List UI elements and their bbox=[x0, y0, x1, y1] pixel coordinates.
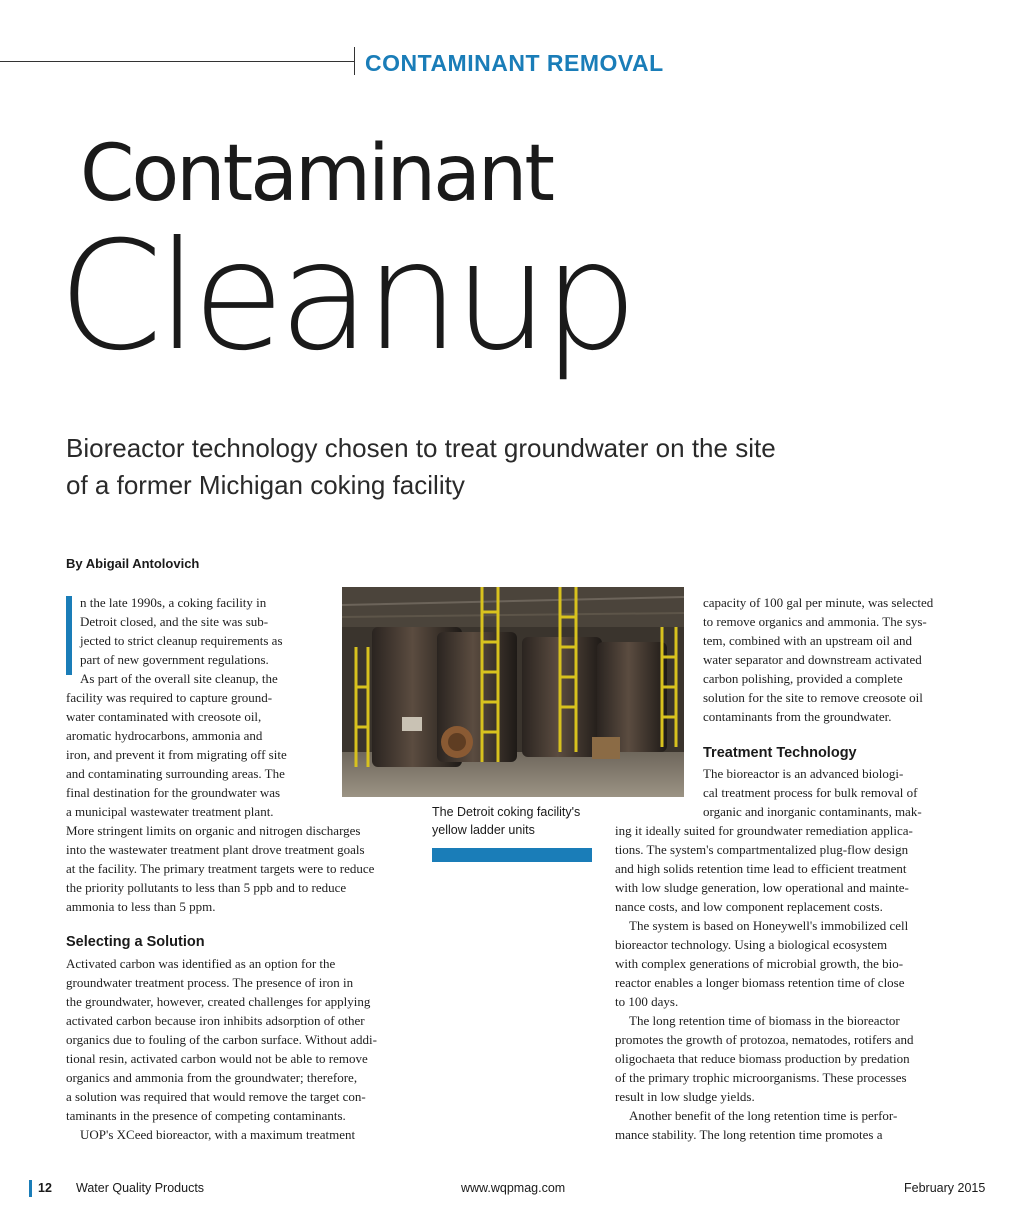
section-heading-treatment: Treatment Technology bbox=[703, 745, 857, 761]
byline: By Abigail Antolovich bbox=[66, 556, 200, 571]
body-line: organic and inorganic contaminants, mak- bbox=[703, 804, 922, 819]
body-line: to 100 days. bbox=[615, 994, 679, 1009]
article-title-line1: Contaminant bbox=[80, 129, 552, 219]
body-line: organics due to fouling of the carbon surface. Without addi- bbox=[66, 1032, 377, 1047]
body-line: the priority pollutants to less than 5 ppb and to reduce bbox=[66, 880, 347, 895]
body-line: jected to strict cleanup requirements as bbox=[80, 633, 283, 648]
body-line: final destination for the groundwater was bbox=[66, 785, 281, 800]
drop-cap-bar bbox=[66, 596, 72, 675]
body-line: reactor enables a longer biomass retention time of close bbox=[615, 975, 905, 990]
body-line: water contaminated with creosote oil, bbox=[66, 709, 262, 724]
body-line: activated carbon because iron inhibits adsorption of other bbox=[66, 1013, 365, 1028]
body-line: iron, and prevent it from migrating off site bbox=[66, 747, 287, 762]
body-line: The system is based on Honeywell's immobilized cell bbox=[629, 918, 909, 933]
body-line: Activated carbon was identified as an option for the bbox=[66, 956, 336, 971]
body-line: More stringent limits on organic and nitrogen discharges bbox=[66, 823, 361, 838]
website-url: www.wqpmag.com bbox=[461, 1181, 566, 1195]
body-line: to remove organics and ammonia. The sys- bbox=[703, 614, 927, 629]
caption-line: yellow ladder units bbox=[432, 823, 535, 837]
body-line: The bioreactor is an advanced biologi- bbox=[703, 766, 904, 781]
body-line: tional resin, activated carbon would not be able to remove bbox=[66, 1051, 368, 1066]
body-line: at the facility. The primary treatment targets were to reduce bbox=[66, 861, 375, 876]
section-label: CONTAMINANT REMOVAL bbox=[365, 50, 664, 76]
body-line: Detroit closed, and the site was sub- bbox=[80, 614, 269, 629]
body-line: organics and ammonia from the groundwater; therefore, bbox=[66, 1070, 358, 1085]
body-line: the groundwater, however, created challenges for applying bbox=[66, 994, 371, 1009]
article-subtitle bbox=[66, 430, 846, 504]
body-line: promotes the growth of protozoa, nematodes, rotifers and bbox=[615, 1032, 914, 1047]
body-line: As part of the overall site cleanup, the bbox=[80, 671, 278, 686]
body-line: and contaminating surrounding areas. The bbox=[66, 766, 285, 781]
subtitle-line: Bioreactor technology chosen to treat groundwater on the site bbox=[66, 433, 776, 463]
body-line: bioreactor technology. Using a biological ecosystem bbox=[615, 937, 888, 952]
body-line: of the primary trophic microorganisms. These processes bbox=[615, 1070, 907, 1085]
body-line: nance costs, and low component replacement costs. bbox=[615, 899, 883, 914]
body-line: a municipal wastewater treatment plant. bbox=[66, 804, 274, 819]
section-heading-selecting: Selecting a Solution bbox=[66, 934, 205, 950]
body-line: solution for the site to remove creosote oil bbox=[703, 690, 923, 705]
article-title-line2: Cleanup bbox=[58, 210, 632, 384]
body-line: and high solids retention time lead to efficient treatment bbox=[615, 861, 907, 876]
body-line: capacity of 100 gal per minute, was selected bbox=[703, 595, 934, 610]
body-line: ammonia to less than 5 ppm. bbox=[66, 899, 216, 914]
body-line: UOP's XCeed bioreactor, with a maximum treatment bbox=[80, 1127, 356, 1142]
body-line: tem, combined with an upstream oil and bbox=[703, 633, 913, 648]
body-line: part of new government regulations. bbox=[80, 652, 269, 667]
body-line: facility was required to capture ground- bbox=[66, 690, 273, 705]
body-line: Another benefit of the long retention time is perfor- bbox=[629, 1108, 898, 1123]
body-line: tions. The system's compartmentalized plug-flow design bbox=[615, 842, 909, 857]
body-line: aromatic hydrocarbons, ammonia and bbox=[66, 728, 263, 743]
header-rule-tick bbox=[354, 47, 355, 75]
body-line: oligochaeta that reduce biomass production by predation bbox=[615, 1051, 910, 1066]
body-line: water separator and downstream activated bbox=[703, 652, 922, 667]
body-line: carbon polishing, provided a complete bbox=[703, 671, 903, 686]
body-line: result in low sludge yields. bbox=[615, 1089, 755, 1104]
body-line: n the late 1990s, a coking facility in bbox=[80, 595, 267, 610]
ladder-units-illustration bbox=[342, 587, 684, 797]
body-line: taminants in the presence of competing contaminants. bbox=[66, 1108, 346, 1123]
caption-accent-bar bbox=[432, 848, 592, 862]
body-line: mance stability. The long retention time promotes a bbox=[615, 1127, 883, 1142]
body-line: into the wastewater treatment plant drove treatment goals bbox=[66, 842, 365, 857]
issue-date: February 2015 bbox=[904, 1181, 986, 1195]
body-line: ing it ideally suited for groundwater remediation applica- bbox=[615, 823, 913, 838]
body-line: a solution was required that would remove the target con- bbox=[66, 1089, 366, 1104]
subtitle-line: of a former Michigan coking facility bbox=[66, 470, 465, 500]
body-line: cal treatment process for bulk removal of bbox=[703, 785, 918, 800]
footer-accent-bar bbox=[29, 1180, 32, 1197]
publication-name: Water Quality Products bbox=[76, 1181, 205, 1195]
body-line: contaminants from the groundwater. bbox=[703, 709, 892, 724]
header-rule bbox=[0, 61, 354, 62]
body-line: groundwater treatment process. The presence of iron in bbox=[66, 975, 354, 990]
photo-caption bbox=[432, 803, 612, 839]
facility-photo bbox=[342, 587, 684, 797]
body-line: with low sludge generation, low operational and mainte- bbox=[615, 880, 909, 895]
page-number: 12 bbox=[38, 1181, 52, 1195]
body-line: with complex generations of microbial growth, the bio- bbox=[615, 956, 904, 971]
body-line: The long retention time of biomass in the bioreactor bbox=[629, 1013, 900, 1028]
caption-line: The Detroit coking facility's bbox=[432, 805, 581, 819]
